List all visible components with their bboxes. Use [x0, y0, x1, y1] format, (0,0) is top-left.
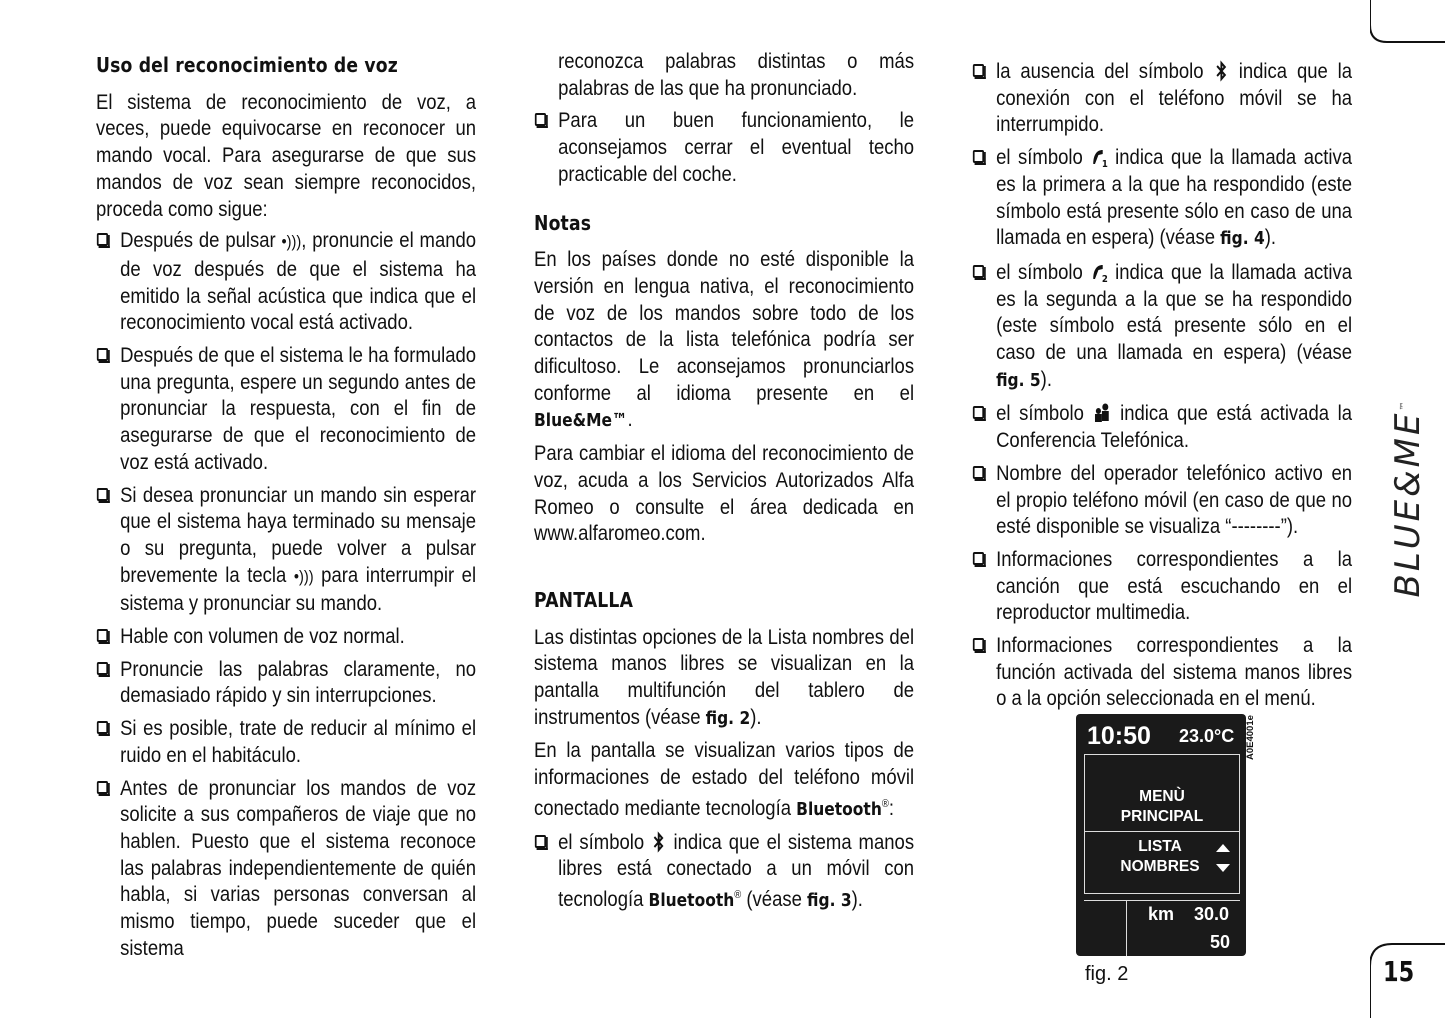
brand-logo: BLUE&ME™ [1388, 398, 1428, 598]
column-3 [972, 58, 1352, 718]
bullet-box-icon [973, 406, 984, 419]
bullet-box-icon [973, 265, 984, 278]
voice-key-icon: •))) [293, 566, 314, 586]
bullet-box-icon [973, 638, 984, 651]
bullet-box-icon [973, 466, 984, 479]
bullet-box-icon [97, 629, 108, 642]
display-divider [1084, 900, 1240, 901]
bullet-box-icon [97, 721, 108, 734]
figure-code: A0E4001e [1245, 715, 1256, 760]
figure-reference: fig. 2 [705, 707, 751, 729]
bullet-box-icon [973, 150, 984, 163]
figure-reference: fig. 5 [996, 369, 1041, 391]
list-item: Antes de pronunciar los mandos de voz solicite a sus compañeros de viaje que no hablen. Puesto que el sistema reconoce las palabras independientemente de quién habla, si varias personas conversan al mismo tiempo, puede suceder que el sistema [96, 775, 476, 962]
call-2-icon [1090, 261, 1107, 283]
display-symbols-list [534, 829, 914, 915]
intro-paragraph: El sistema de reconocimiento de voz, a veces, puede equivocarse en reconocer un mando vocal. Para asegurarse de que sus mandos de voz sean siempre reconocidos, proceda como sigue: [96, 89, 477, 221]
list-item: Nombre del operador telefónico activo en el propio teléfono móvil (en caso de que no esté disponible se visualiza “--------”). [972, 460, 1352, 540]
display-temperature: 23.0°C [1179, 726, 1235, 746]
list-item: Informaciones correspondientes a la función activada del sistema manos libres o a la opción seleccionada en el menú. [972, 632, 1352, 712]
list-item: el símbolo indica que está activada la Conferencia Telefónica. [972, 400, 1352, 453]
display-clock: 10:50 [1087, 722, 1151, 750]
multifunction-display-figure [1076, 714, 1246, 956]
list-item: Informaciones correspondientes a la canción que está escuchando en el reproductor multimedia. [972, 546, 1352, 626]
display-symbols-list-cont [972, 58, 1352, 712]
pantalla-paragraph-1: Las distintas opciones de la Lista nombres del sistema manos libres se visualizan en la pantalla multifunción del tablero de instrumentos (véase fig. 2). [534, 624, 915, 729]
bullet-box-icon [97, 662, 108, 675]
call-1-icon [1090, 146, 1107, 168]
voice-tips-list [96, 227, 476, 961]
notas-paragraph: En los países donde no esté disponible la versión en lengua nativa, el reconocimiento de voz de los mandos sobre todo de los contactos de la lista telefónica podría ser dificultoso. Le aconsejamos pronunciarlos conforme al idioma presente en el Blue&Me™. [534, 247, 915, 432]
voice-key-icon: •))) [281, 232, 302, 252]
bullet-box-icon [97, 488, 108, 501]
list-item: Si es posible, trate de reducir al mínimo el ruido en el habitáculo. [96, 715, 476, 768]
display-divider [1126, 900, 1127, 956]
bullet-box-icon [97, 781, 108, 794]
svg-text:2: 2 [1101, 273, 1108, 283]
voice-tips-list-cont [534, 48, 914, 188]
bullet-box-icon [535, 835, 546, 848]
list-item-continued: reconozca palabras distintas o más palabras de las que ha pronunciado. [558, 49, 915, 100]
bullet-box-icon [973, 552, 984, 565]
list-item: Si desea pronunciar un mando sin esperar que el sistema haya terminado su mensaje o su pregunta, puede volver a pulsar brevemente la tecla •))) para interrumpir el sistema y pronunciar su mando. [96, 482, 476, 618]
list-item: Después de que el sistema le ha formulado una pregunta, espere un segundo antes de pronunciar la respuesta, con el fin de asegurarse de que el reconocimiento de voz está activado. [96, 342, 476, 476]
section-heading-voice: Uso del reconocimiento de voz [96, 53, 398, 77]
bullet-box-icon [97, 348, 108, 361]
brand-name: Blue&Me™ [534, 410, 628, 432]
list-item: el símbolo indica que el sistema manos libres está conectado a un móvil con tecnología Bluetooth® (véase fig. 3). [534, 829, 914, 915]
bluetooth-icon [651, 831, 666, 853]
conference-icon [1093, 402, 1112, 424]
list-item: Pronuncie las palabras claramente, no demasiado rápido y sin interrupciones. [96, 656, 476, 709]
section-heading-notas: Notas [534, 210, 592, 235]
list-item: Hable con volumen de voz normal. [96, 623, 476, 650]
page-number: 15 [1383, 955, 1415, 988]
list-item: el símbolo 1 indica que la llamada activa es la primera a la que ha respondido (este símbolo está presente sólo en caso de una llamada en espera) (véase fig. 4). [972, 144, 1352, 253]
bullet-box-icon [973, 64, 984, 77]
section-heading-pantalla: PANTALLA [534, 587, 634, 612]
figure-caption: fig. 2 [1085, 963, 1129, 985]
display-trip: 50 [1210, 932, 1231, 952]
display-odometer: 30.0 [1194, 904, 1230, 924]
bluetooth-icon [1213, 60, 1228, 82]
display-list-option: LISTA NOMBRES [1120, 838, 1200, 875]
figure-reference: fig. 4 [1220, 228, 1265, 250]
column-1 [96, 48, 476, 968]
display-divider [1085, 831, 1239, 832]
column-2 [534, 48, 914, 921]
pantalla-paragraph-2: En la pantalla se visualizan varios tipos de informaciones de estado del teléfono móvil conectado mediante tecnología Bluetooth®: [534, 738, 915, 821]
display-km-label: km [1148, 904, 1175, 924]
notas-paragraph-2: Para cambiar el idioma del reconocimiento de voz, acuda a los Servicios Autorizados Alfa Romeo o consulte el área dedicada en www.alfaromeo.com. [534, 441, 915, 546]
display-menu-title: MENÙ PRINCIPAL [1120, 788, 1204, 825]
bullet-box-icon [97, 233, 108, 246]
list-item: Para un buen funcionamiento, le aconsejamos cerrar el eventual techo practicable del coche. [534, 107, 914, 187]
list-item: el símbolo 2 indica que la llamada activa es la segunda a la que se ha respondido (este símbolo está presente sólo en el caso de una llamada en espera) (véase fig. 5). [972, 259, 1352, 395]
display-menu-panel [1084, 754, 1240, 894]
svg-text:1: 1 [1101, 158, 1108, 169]
up-down-arrows-icon [1213, 839, 1233, 879]
bullet-box-icon [535, 113, 546, 126]
list-item: Después de pulsar •))), pronuncie el mando de voz después de que el sistema ha emitido la señal acústica que indica que el reconocimiento vocal está activado. [96, 227, 476, 336]
list-item: la ausencia del símbolo indica que la conexión con el teléfono móvil se ha interrumpido. [972, 58, 1352, 138]
figure-reference: fig. 3 [807, 890, 852, 912]
